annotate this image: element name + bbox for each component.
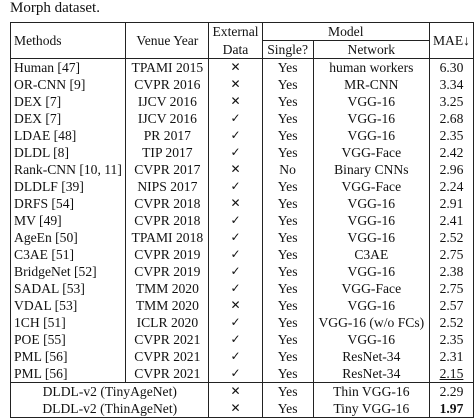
- table-row: [11, 314, 474, 331]
- cell-single: Yes: [262, 400, 313, 418]
- cell-method: VDAL [53]: [11, 297, 126, 314]
- table-row: [11, 161, 474, 178]
- cell-single: Yes: [262, 195, 313, 212]
- cell-method: LDAE [48]: [11, 127, 126, 144]
- cell-external-data: ✕: [209, 161, 262, 178]
- cell-mae: 3.25: [429, 93, 473, 110]
- cell-mae: 3.34: [429, 76, 473, 93]
- cell-venue-year: CVPR 2021: [126, 365, 209, 383]
- table-row: [11, 110, 474, 127]
- cell-network: VGG-16: [313, 297, 429, 314]
- cell-external-data: ✓: [209, 314, 262, 331]
- header-external-line1: External: [209, 23, 262, 41]
- cell-single: Yes: [262, 212, 313, 229]
- cell-venue-year: CVPR 2021: [126, 348, 209, 365]
- cell-venue-year: TMM 2020: [126, 280, 209, 297]
- cell-mae: 2.96: [429, 161, 473, 178]
- table-row: [11, 229, 474, 246]
- table-row-ours: [11, 383, 474, 401]
- cell-single: Yes: [262, 93, 313, 110]
- cell-venue-year: CVPR 2018: [126, 195, 209, 212]
- cell-external-data: ✓: [209, 280, 262, 297]
- cell-venue-year: PR 2017: [126, 127, 209, 144]
- cell-method: SADAL [53]: [11, 280, 126, 297]
- table-row: [11, 127, 474, 144]
- cell-single: Yes: [262, 348, 313, 365]
- header-model: Model: [262, 23, 429, 41]
- cell-mae: 2.41: [429, 212, 473, 229]
- cell-single: Yes: [262, 59, 313, 77]
- cell-external-data: ✓: [209, 144, 262, 161]
- cell-mae: 2.75: [429, 246, 473, 263]
- cell-network: VGG-16 (w/o FCs): [313, 314, 429, 331]
- cell-venue-year: CVPR 2021: [126, 331, 209, 348]
- cell-method: PML [56]: [11, 365, 126, 383]
- cell-external-data: ✕: [209, 400, 262, 418]
- cell-method: DRFS [54]: [11, 195, 126, 212]
- table-row: [11, 297, 474, 314]
- cell-venue-year: TPAMI 2018: [126, 229, 209, 246]
- cell-mae: 2.91: [429, 195, 473, 212]
- cell-network: VGG-16: [313, 229, 429, 246]
- cell-mae: 2.35: [429, 331, 473, 348]
- table-row: [11, 348, 474, 365]
- cell-mae: 2.75: [429, 280, 473, 297]
- cell-venue-year: NIPS 2017: [126, 178, 209, 195]
- cell-venue-year: TPAMI 2015: [126, 59, 209, 77]
- cell-external-data: ✓: [209, 178, 262, 195]
- cell-venue-year: CVPR 2017: [126, 161, 209, 178]
- cell-single: Yes: [262, 229, 313, 246]
- results-table-wrapper: [10, 22, 474, 418]
- cell-network: MR-CNN: [313, 76, 429, 93]
- table-row: [11, 263, 474, 280]
- cell-mae: 2.35: [429, 127, 473, 144]
- cell-network: VGG-Face: [313, 280, 429, 297]
- cell-network: VGG-16: [313, 110, 429, 127]
- results-table-body: [11, 59, 474, 383]
- header-single: Single?: [262, 41, 313, 59]
- cell-method: DLDL-v2 (ThinAgeNet): [11, 400, 209, 418]
- cell-network: VGG-Face: [313, 144, 429, 161]
- cell-external-data: ✓: [209, 110, 262, 127]
- cell-network: VGG-Face: [313, 178, 429, 195]
- cell-network: VGG-16: [313, 93, 429, 110]
- cell-mae: 2.31: [429, 348, 473, 365]
- cell-method: PML [56]: [11, 348, 126, 365]
- cell-single: Yes: [262, 314, 313, 331]
- cell-venue-year: ICLR 2020: [126, 314, 209, 331]
- cell-single: Yes: [262, 110, 313, 127]
- cell-method: Rank-CNN [10, 11]: [11, 161, 126, 178]
- cell-network: C3AE: [313, 246, 429, 263]
- cell-single: Yes: [262, 246, 313, 263]
- cell-network: VGG-16: [313, 331, 429, 348]
- cell-external-data: ✓: [209, 212, 262, 229]
- cell-mae: 2.42: [429, 144, 473, 161]
- cell-mae: 6.30: [429, 59, 473, 77]
- cell-method: OR-CNN [9]: [11, 76, 126, 93]
- cell-network: ResNet-34: [313, 348, 429, 365]
- cell-mae: 2.52: [429, 229, 473, 246]
- cell-external-data: ✓: [209, 127, 262, 144]
- cell-method: AgeEn [50]: [11, 229, 126, 246]
- table-row: [11, 246, 474, 263]
- cell-venue-year: IJCV 2016: [126, 110, 209, 127]
- table-row: [11, 144, 474, 161]
- cell-single: Yes: [262, 297, 313, 314]
- cell-method: POE [55]: [11, 331, 126, 348]
- table-row: [11, 280, 474, 297]
- cell-method: DLDL [8]: [11, 144, 126, 161]
- cell-single: Yes: [262, 263, 313, 280]
- cell-method: BridgeNet [52]: [11, 263, 126, 280]
- cell-single: Yes: [262, 144, 313, 161]
- cell-mae: 2.68: [429, 110, 473, 127]
- cell-method: MV [49]: [11, 212, 126, 229]
- cell-venue-year: CVPR 2016: [126, 76, 209, 93]
- cell-method: DLDLF [39]: [11, 178, 126, 195]
- table-row: [11, 76, 474, 93]
- cell-single: Yes: [262, 280, 313, 297]
- results-table: [10, 22, 474, 418]
- cell-venue-year: CVPR 2019: [126, 263, 209, 280]
- table-row: [11, 178, 474, 195]
- cell-external-data: ✕: [209, 93, 262, 110]
- cell-method: DEX [7]: [11, 93, 126, 110]
- header-external-line2: Data: [209, 41, 262, 59]
- table-row: [11, 59, 474, 77]
- cell-method: C3AE [51]: [11, 246, 126, 263]
- cell-external-data: ✕: [209, 297, 262, 314]
- cell-single: Yes: [262, 178, 313, 195]
- table-row: [11, 195, 474, 212]
- table-caption: Morph dataset.: [10, 0, 100, 16]
- cell-mae: 2.57: [429, 297, 473, 314]
- cell-external-data: ✕: [209, 76, 262, 93]
- cell-network: Tiny VGG-16: [313, 400, 429, 418]
- cell-external-data: ✓: [209, 229, 262, 246]
- cell-external-data: ✕: [209, 59, 262, 77]
- cell-single: No: [262, 161, 313, 178]
- cell-venue-year: TMM 2020: [126, 297, 209, 314]
- cell-venue-year: CVPR 2019: [126, 246, 209, 263]
- cell-mae: 2.15: [429, 365, 473, 383]
- table-row: [11, 212, 474, 229]
- cell-network: ResNet-34: [313, 365, 429, 383]
- cell-method: DLDL-v2 (TinyAgeNet): [11, 383, 209, 401]
- cell-external-data: ✓: [209, 263, 262, 280]
- cell-network: Binary CNNs: [313, 161, 429, 178]
- cell-network: human workers: [313, 59, 429, 77]
- cell-mae: 1.97: [429, 400, 473, 418]
- cell-network: Thin VGG-16: [313, 383, 429, 401]
- cell-single: Yes: [262, 127, 313, 144]
- header-mae: MAE↓: [429, 23, 473, 59]
- table-row: [11, 93, 474, 110]
- cell-mae: 2.52: [429, 314, 473, 331]
- ours-table-body: [11, 383, 474, 418]
- cell-external-data: ✕: [209, 195, 262, 212]
- cell-venue-year: IJCV 2016: [126, 93, 209, 110]
- cell-external-data: ✓: [209, 331, 262, 348]
- cell-network: VGG-16: [313, 127, 429, 144]
- cell-mae: 2.29: [429, 383, 473, 401]
- cell-method: 1CH [51]: [11, 314, 126, 331]
- cell-external-data: ✓: [209, 246, 262, 263]
- cell-external-data: ✓: [209, 348, 262, 365]
- cell-method: Human [47]: [11, 59, 126, 77]
- cell-single: Yes: [262, 331, 313, 348]
- cell-external-data: ✓: [209, 365, 262, 383]
- cell-mae: 2.38: [429, 263, 473, 280]
- cell-method: DEX [7]: [11, 110, 126, 127]
- header-methods: Methods: [11, 23, 126, 59]
- cell-network: VGG-16: [313, 263, 429, 280]
- cell-network: VGG-16: [313, 212, 429, 229]
- cell-single: Yes: [262, 76, 313, 93]
- header-network: Network: [313, 41, 429, 59]
- cell-venue-year: CVPR 2018: [126, 212, 209, 229]
- table-row: [11, 331, 474, 348]
- cell-external-data: ✕: [209, 383, 262, 401]
- cell-single: Yes: [262, 383, 313, 401]
- header-venue-year: Venue Year: [126, 23, 209, 59]
- cell-single: Yes: [262, 365, 313, 383]
- cell-venue-year: TIP 2017: [126, 144, 209, 161]
- cell-mae: 2.24: [429, 178, 473, 195]
- table-row: [11, 365, 474, 383]
- cell-network: VGG-16: [313, 195, 429, 212]
